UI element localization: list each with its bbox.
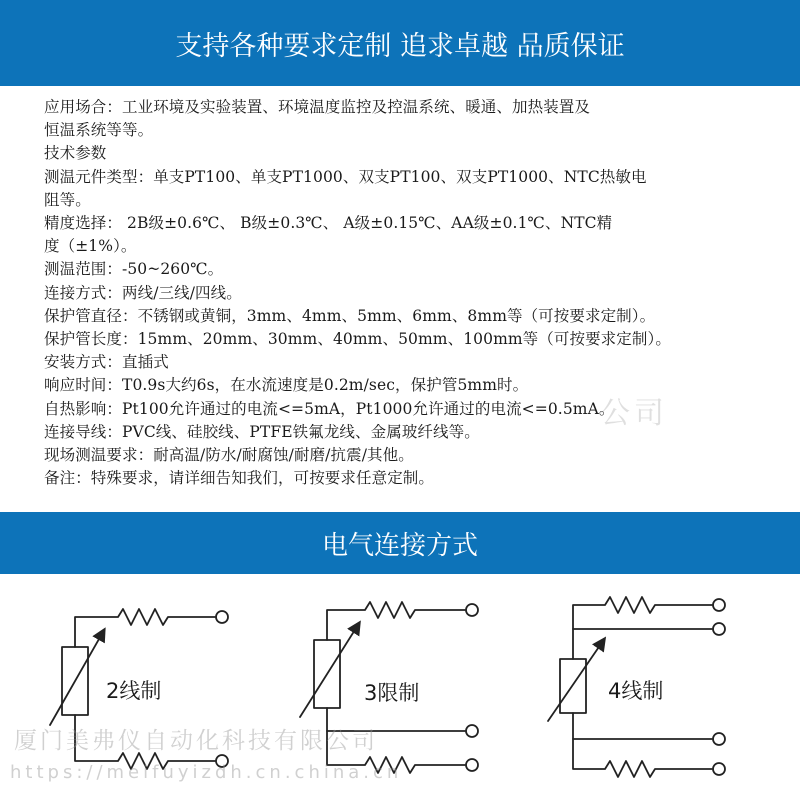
spec-line: 度（±1%）。	[44, 237, 137, 256]
terminal-3	[713, 733, 725, 745]
terminal-bottom	[216, 755, 228, 767]
rtd-arrow	[548, 641, 603, 721]
terminal-2	[713, 623, 725, 635]
two-wire-label: 2线制	[106, 679, 162, 703]
terminal-1	[713, 599, 725, 611]
spec-line: 现场测温要求：耐高温/防水/耐腐蚀/耐磨/抗震/其他。	[44, 446, 414, 465]
section-banner	[0, 512, 800, 574]
spec-line: 精度选择： 2B级±0.6℃、 B级±0.3℃、 A级±0.15℃、AA级±0.1℃、NTC精	[44, 214, 613, 233]
spec-line: 测温元件类型：单支PT100、单支PT1000、双支PT100、双支PT1000、NTC热敏电	[44, 167, 647, 186]
rtd-arrow	[50, 632, 103, 725]
spec-line: 安装方式：直插式	[44, 353, 169, 372]
wire-1	[573, 597, 712, 659]
wire-4	[573, 739, 712, 777]
spec-line: 保护管直径：不锈钢或黄铜，3mm、4mm、5mm、6mm、8mm等（可按要求定制）。	[44, 306, 656, 325]
terminal-top	[466, 604, 478, 616]
terminal-mid	[466, 725, 478, 737]
wire-mid	[327, 708, 465, 731]
spec-line: 响应时间：T0.9s大约6s，在水流速度是0.2m/sec，保护管5mm时。	[44, 376, 529, 395]
watermark-fragment: 公司	[600, 396, 668, 431]
spec-line: 测温范围：-50~260℃。	[44, 260, 224, 279]
wire-top	[75, 609, 215, 647]
spec-line: 自热影响：Pt100允许通过的电流<=5mA，Pt1000允许通过的电流<=0.5mA。	[44, 399, 615, 418]
spec-line: 备注：特殊要求，请详细告知我们，可按要求任意定制。	[44, 469, 435, 488]
rtd-arrow	[300, 625, 358, 717]
header-banner	[0, 0, 800, 86]
watermark-company: 厦门美弗仪自动化科技有限公司	[14, 728, 378, 754]
terminal-top	[216, 611, 228, 623]
wire-bottom	[327, 731, 465, 773]
wire-3	[573, 713, 712, 739]
section-title: 电气连接方式	[321, 530, 478, 561]
three-wire-label: 3限制	[364, 681, 420, 705]
spec-line: 应用场合：工业环境及实验装置、环境温度监控及控温系统、暖通、加热装置及	[44, 98, 591, 116]
four-wire-label: 4线制	[608, 679, 664, 703]
wire-bottom	[75, 715, 215, 769]
spec-list	[44, 96, 784, 490]
wire-top	[327, 602, 465, 640]
spec-line: 保护管长度：15mm、20mm、30mm、40mm、50mm、100mm等（可按要求定制）。	[44, 330, 671, 349]
terminal-bottom	[466, 759, 478, 771]
terminal-4	[713, 763, 725, 775]
spec-line: 恒温系统等等。	[44, 121, 154, 140]
spec-line: 连接方式：两线/三线/四线。	[44, 283, 242, 302]
spec-line: 阻等。	[44, 190, 91, 209]
spec-line: 连接导线：PVC线、硅胶线、PTFE铁氟龙线、金属玻纤线等。	[44, 422, 480, 441]
watermark-url: https://meifuyizdh.cn.china.cn	[10, 762, 403, 783]
spec-line: 技术参数	[44, 144, 107, 163]
header-title: 支持各种要求定制 追求卓越 品质保证	[175, 30, 625, 62]
